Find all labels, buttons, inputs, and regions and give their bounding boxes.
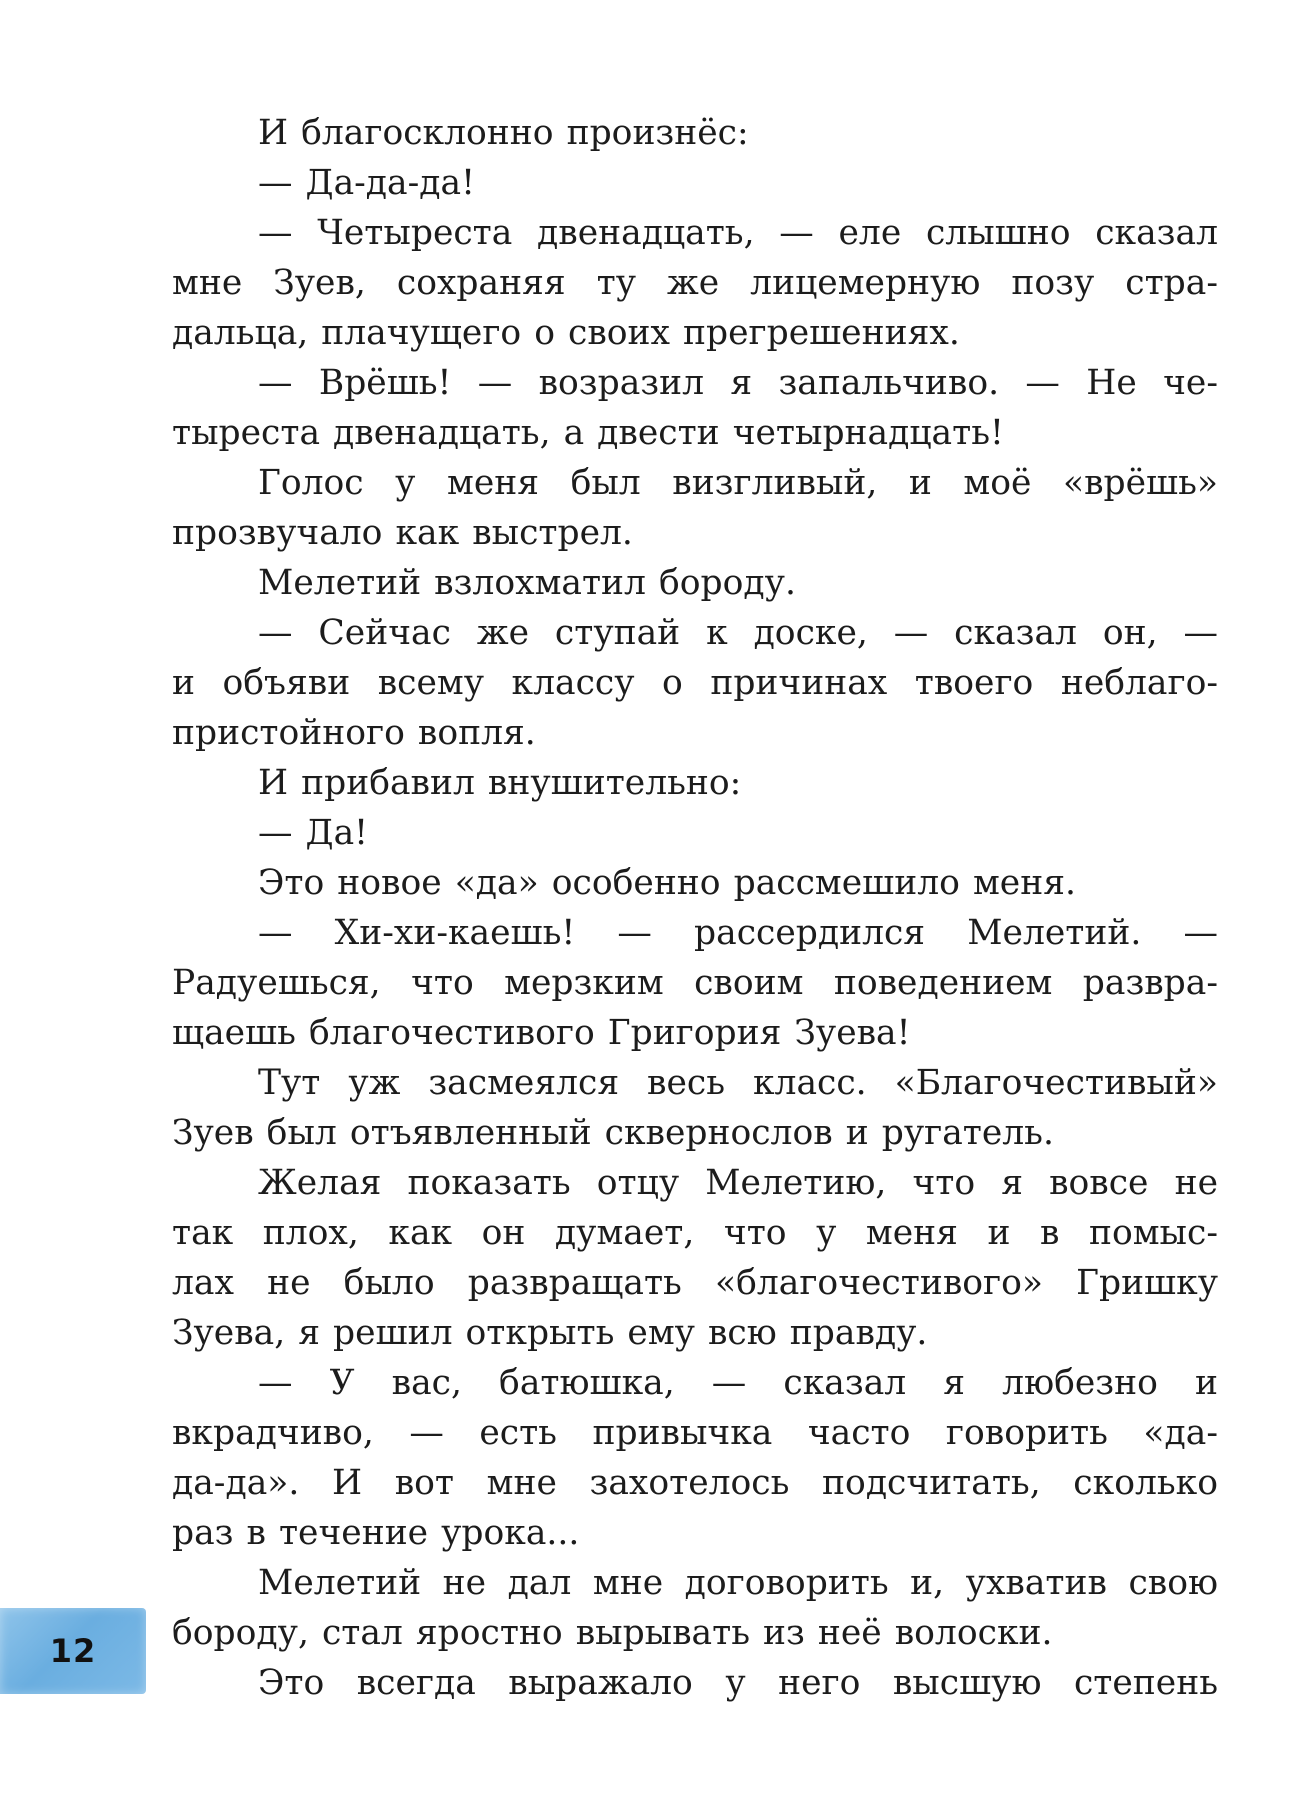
text-line: — Да! [258,813,369,853]
text-line: Это всегда выражало у него высшую степень [258,1663,1218,1703]
text-line: — Четыреста двенадцать, — еле слышно сказал [258,213,1218,253]
text-line: — Сейчас же ступай к доске, — сказал он, — [258,613,1218,653]
text-line: и объяви всему классу о причинах твоего неблаго- [172,663,1218,703]
text-line: дальца, плачущего о своих прегрешениях. [172,313,960,353]
text-line: мне Зуев, сохраняя ту же лицемерную позу стра- [172,263,1218,303]
text-line: Зуева, я решил открыть ему всю правду. [172,1313,928,1353]
text-line: раз в течение урока... [172,1513,580,1553]
text-line: тыреста двенадцать, а двести четырнадцать! [172,413,1004,453]
text-line: И прибавил внушительно: [258,763,742,803]
text-line: Зуев был отъявленный сквернослов и ругатель. [172,1113,1054,1153]
page-text [172,108,1218,1708]
page-number-badge [0,1608,146,1694]
text-line: Тут уж засмеялся весь класс. «Благочестивый» [258,1063,1218,1103]
text-line: Голос у меня был визгливый, и моё «врёшь» [258,463,1218,503]
text-line: Это новое «да» особенно рассмешило меня. [258,863,1076,903]
text-line: — Врёшь! — возразил я запальчиво. — Не че- [258,363,1218,403]
text-line: Мелетий взлохматил бороду. [258,563,796,603]
text-line: И благосклонно произнёс: [258,113,749,153]
text-line: Радуешься, что мерзким своим поведением развра- [172,963,1218,1003]
text-line: бороду, стал яростно вырывать из неё волоски. [172,1613,1053,1653]
text-line: — Хи-хи-каешь! — рассердился Мелетий. — [258,913,1218,953]
page-number: 12 [49,1632,97,1670]
text-line: так плох, как он думает, что у меня и в помыс- [172,1213,1218,1253]
text-line: да-да». И вот мне захотелось подсчитать, сколько [172,1463,1218,1503]
text-line: пристойного вопля. [172,713,536,753]
text-line: вкрадчиво, — есть привычка часто говорить «да- [172,1413,1218,1453]
text-line: лах не было развращать «благочестивого» Гришку [172,1263,1218,1303]
text-line: щаешь благочестивого Григория Зуева! [172,1013,911,1053]
text-line: Мелетий не дал мне договорить и, ухватив свою [258,1563,1218,1603]
text-line: Желая показать отцу Мелетию, что я вовсе не [258,1163,1218,1203]
text-line: — У вас, батюшка, — сказал я любезно и [258,1363,1218,1403]
text-line: — Да-да-да! [258,163,475,203]
text-line: прозвучало как выстрел. [172,513,633,553]
